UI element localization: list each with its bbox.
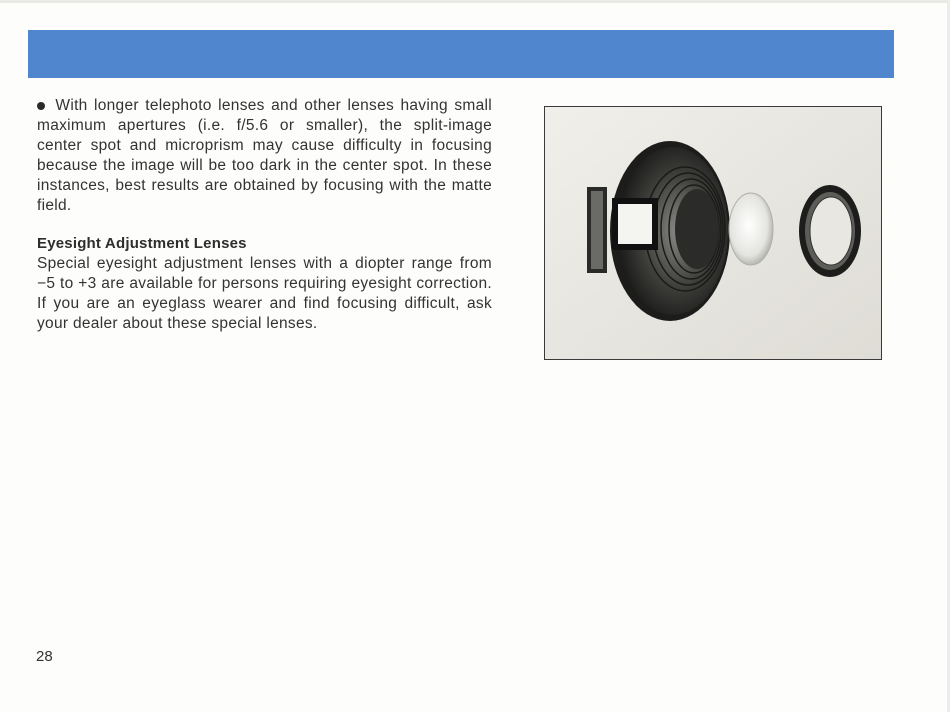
text-column xyxy=(37,96,492,334)
page-top-edge xyxy=(0,0,950,3)
eyepiece-photo xyxy=(544,106,882,360)
page-number: 28 xyxy=(36,648,53,665)
header-color-band xyxy=(28,30,894,78)
bullet-dot-icon xyxy=(37,102,45,110)
bullet-text: With longer telephoto lenses and other lenses having small maximum apertures (i.e. f/5.6 or smaller), the split-image center spot and microprism may cause difficulty in focusing because the image will be too dark in the center spot. In these instances, best results are obtained by focusing with the matte field. xyxy=(37,97,492,214)
section-body-text: Special eyesight adjustment lenses with a diopter range from −5 to +3 are available for persons requiring eyesight correction. If you are an eyeglass wearer and find focusing difficult, ask your dealer about these special lenses. xyxy=(37,255,492,332)
eyepiece-photo-illustration xyxy=(545,107,882,360)
bullet-paragraph xyxy=(37,96,492,216)
section-heading: Eyesight Adjustment Lenses xyxy=(37,235,247,252)
